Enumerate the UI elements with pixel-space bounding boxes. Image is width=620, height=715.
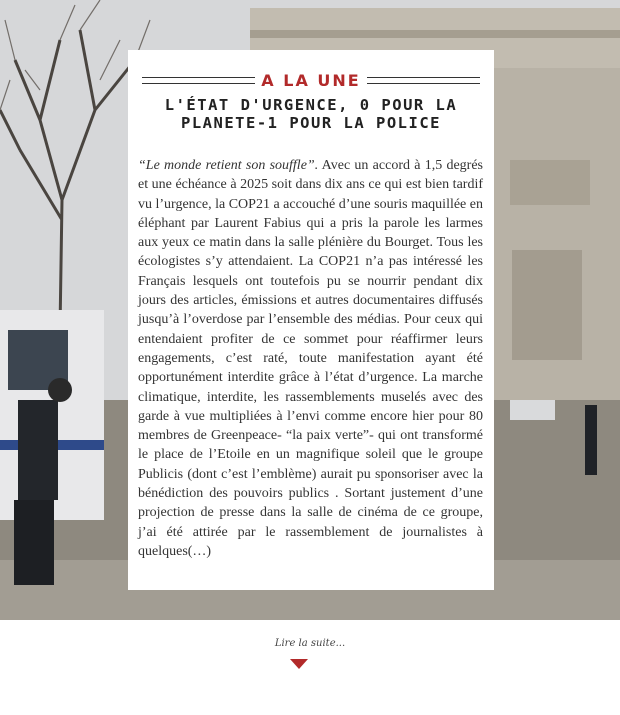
read-more-link[interactable]: Lire la suite... <box>274 638 346 649</box>
article-body-text: Avec un accord à 1,5 degrés et une échéance à 2025 soit dans dix ans ce qui est bien tardif vu l’urgence, la COP21 a accouché d’une souris maquillée en éléphant par Laurent Fabius qui a pris la parole les larmes aux yeux ce matin dans la salle plénière du Bourget. Tous les écologistes s’y attendaient. La COP21 n’a pas intéressé les Français lesquels ont toutefois pu se nourrir pendant dix jours des articles, émissions et autres documentaires diffusés jusqu’à l’overdose par l’ensemble des médias. Pour ceux qui entendaient profiter de ce sommet pour réaffirmer leurs engagements, c’est raté, toute manifestation ayant été opportunément interdite grâce à l’état d’urgence. La marche climatique, interdite, les rassemblements muselés avec des garde à vue multipliées à l’envi comme encore hier pour 80 membres de Greenpeace- “la paix verte”- qui ont transformé le place de l’Etoile en un magnifique soleil que le groupe Publicis (dont c’est l’emblème) aurait pu sponsoriser avec la bénédiction des pouvoirs publics . Sortant justement d’une projection de presse dans la salle de cinéma de ce groupe, j’ai été attirée par le rassemblement de journalistes à quelques(…) <box>138 158 483 559</box>
article-body <box>138 156 483 561</box>
headline-line-1: L'ÉTAT D'URGENCE, 0 POUR LA <box>164 96 458 114</box>
article-card <box>128 50 494 590</box>
article-headline[interactable] <box>148 96 474 132</box>
triangle-down-icon[interactable] <box>290 659 308 669</box>
headline-line-2: PLANETE-1 POUR LA POLICE <box>181 114 441 132</box>
right-double-rule <box>367 77 480 84</box>
left-double-rule <box>142 77 255 84</box>
section-kicker: A LA UNE <box>261 70 361 90</box>
article-quote: “Le monde retient son souffle”. <box>138 158 319 173</box>
section-header <box>136 70 486 90</box>
